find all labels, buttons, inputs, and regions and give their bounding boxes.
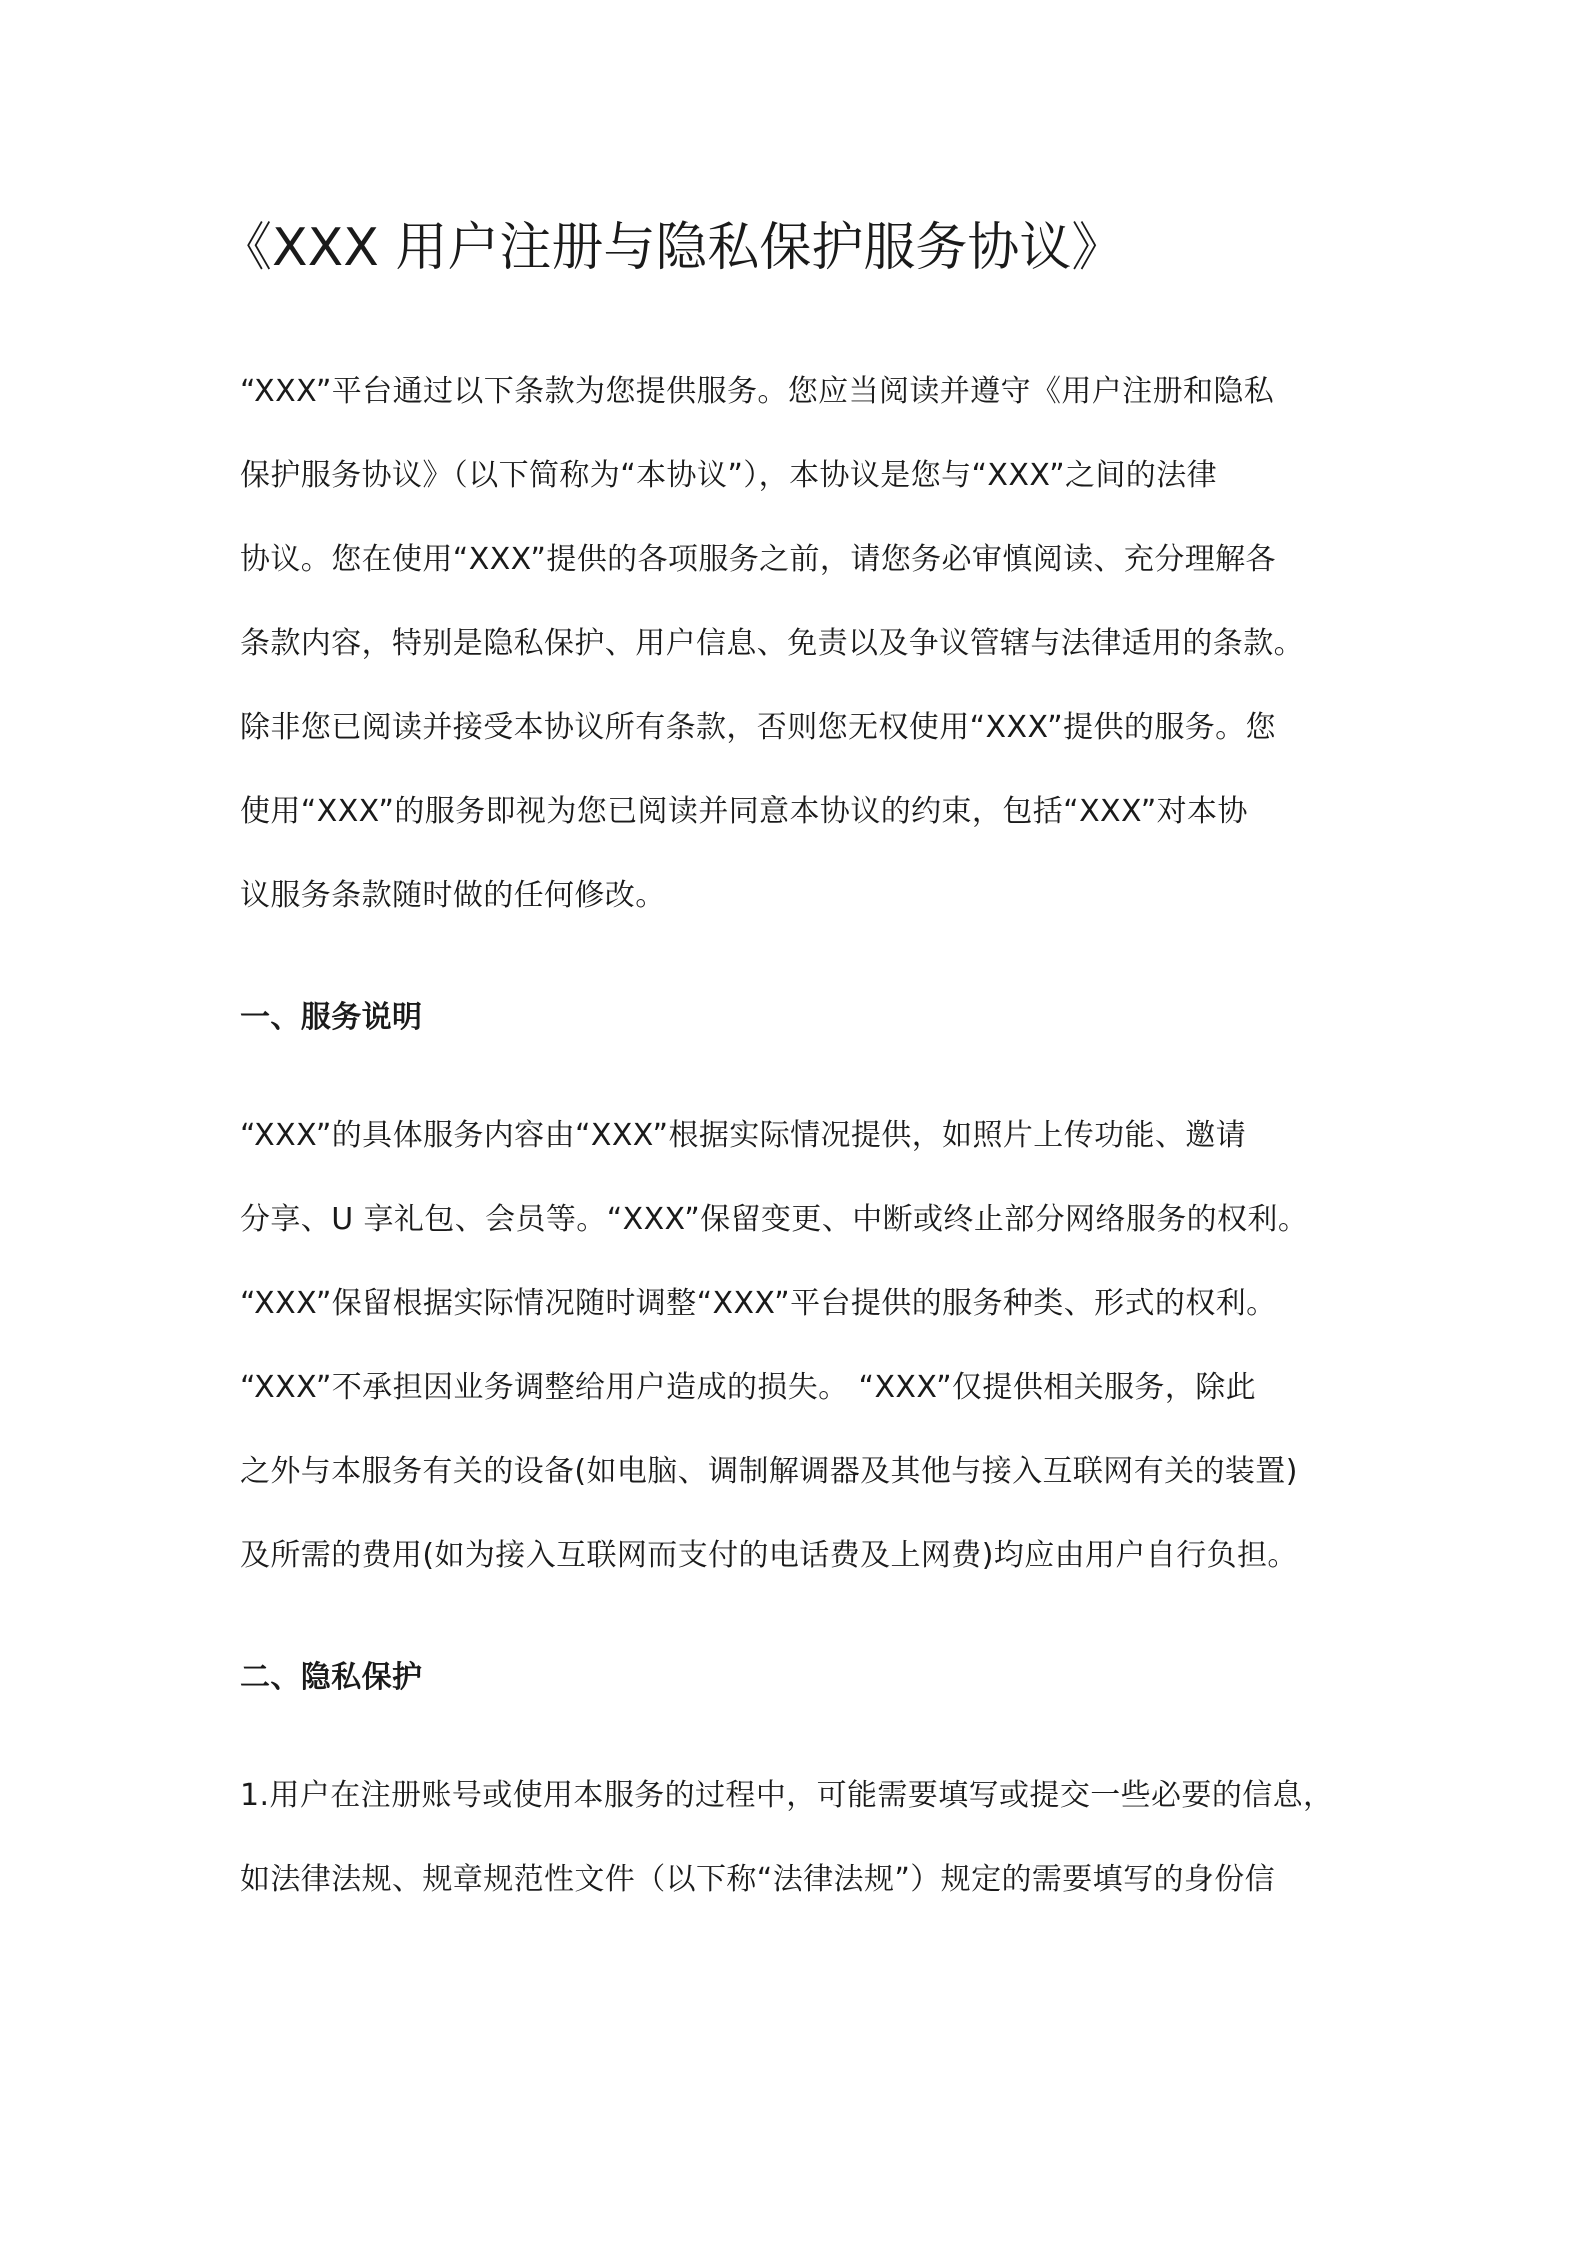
intro-line: 使用“XXX”的服务即视为您已阅读并同意本协议的约束，包括“XXX”对本协 (240, 794, 1248, 829)
section1-line: 分享、U 享礼包、会员等。“XXX”保留变更、中断或终止部分网络服务的权利。 (240, 1202, 1309, 1237)
intro-line: 除非您已阅读并接受本协议所有条款，否则您无权使用“XXX”提供的服务。您 (240, 710, 1276, 745)
section-heading-service: 一、服务说明 (240, 1000, 423, 1035)
section2-line: 1.用户在注册账号或使用本服务的过程中，可能需要填写或提交一些必要的信息， (240, 1778, 1334, 1813)
section1-line: 及所需的费用(如为接入互联网而支付的电话费及上网费)均应由用户自行负担。 (240, 1538, 1298, 1573)
intro-line: “XXX”平台通过以下条款为您提供服务。您应当阅读并遵守《用户注册和隐私 (240, 374, 1275, 409)
document-title: 《XXX 用户注册与隐私保护服务协议》 (220, 218, 1124, 278)
section2-line: 如法律法规、规章规范性文件（以下称“法律法规”）规定的需要填写的身份信 (240, 1862, 1276, 1897)
intro-line: 议服务条款随时做的任何修改。 (240, 878, 666, 913)
intro-line: 协议。您在使用“XXX”提供的各项服务之前，请您务必审慎阅读、充分理解各 (240, 542, 1276, 577)
intro-line: 条款内容，特别是隐私保护、用户信息、免责以及争议管辖与法律适用的条款。 (240, 626, 1304, 661)
section1-line: 之外与本服务有关的设备(如电脑、调制解调器及其他与接入互联网有关的装置) (240, 1454, 1298, 1489)
section1-line: “XXX”不承担因业务调整给用户造成的损失。 “XXX”仅提供相关服务，除此 (240, 1370, 1257, 1405)
section1-line: “XXX”的具体服务内容由“XXX”根据实际情况提供，如照片上传功能、邀请 (240, 1118, 1247, 1153)
section-heading-privacy: 二、隐私保护 (240, 1660, 423, 1695)
section1-line: “XXX”保留根据实际情况随时调整“XXX”平台提供的服务种类、形式的权利。 (240, 1286, 1277, 1321)
intro-line: 保护服务协议》（以下简称为“本协议”），本协议是您与“XXX”之间的法律 (240, 458, 1218, 493)
